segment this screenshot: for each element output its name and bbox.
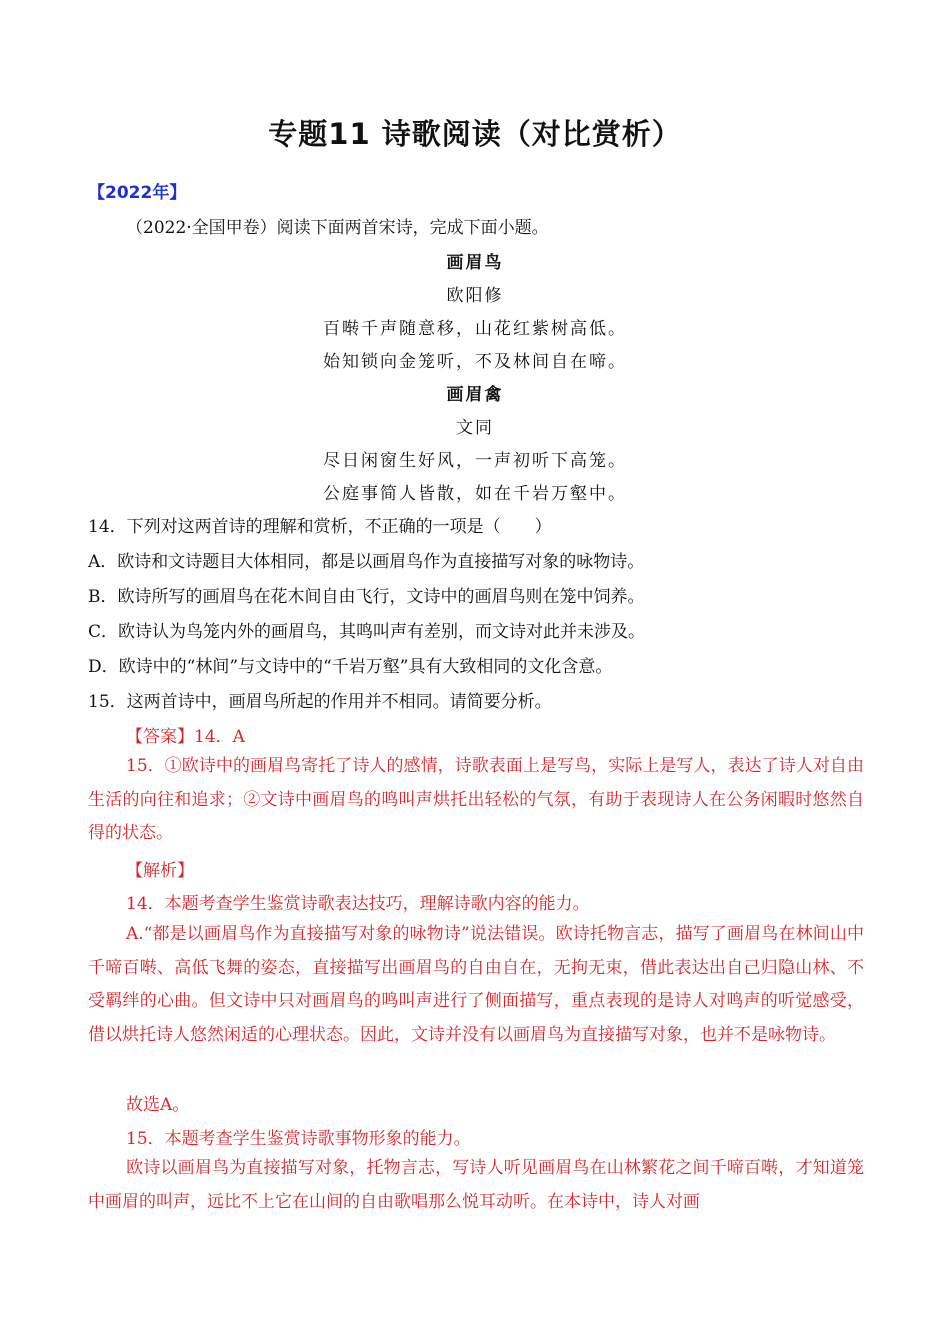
analysis-14-text: A.“都是以画眉鸟作为直接描写对象的咏物诗”说法错误。欧诗托物言志，描写了画眉鸟在林间山中千啼百啭、高低飞舞的姿态，直接描写出画眉鸟的自由自在，无拘无束，借此表达出自己归隐山林、不受羁绊的心曲。但文诗中只对画眉鸟的鸣叫声进行了侧面描写，重点表现的是诗人对鸣声的听觉感受，借以烘托诗人悠然闲适的心理状态。因此，文诗并没有以画眉鸟为直接描写对象，也并不是咏物诗。 bbox=[88, 924, 864, 1045]
analysis-14-intro: 14．本题考查学生鉴赏诗歌表达技巧，理解诗歌内容的能力。 bbox=[126, 894, 590, 914]
option-c: C．欧诗认为鸟笼内外的画眉鸟，其鸣叫声有差别，而文诗对此并未涉及。 bbox=[88, 622, 646, 642]
poem2-line2: 公庭事简人皆散，如在千岩万壑中。 bbox=[323, 484, 627, 504]
answer-15-text: 15．①欧诗中的画眉鸟寄托了诗人的感情，诗歌表面上是写鸟，实际上是写人，表达了诗人对自由生活的向往和追求；②文诗中画眉鸟的鸣叫声烘托出轻松的气氛，有助于表现诗人在公务闲暇时悠然自得的状态。 bbox=[88, 756, 864, 843]
analysis-15-body bbox=[88, 1152, 864, 1219]
page-title: 专题11 诗歌阅读（对比赏析） bbox=[268, 117, 682, 151]
poem1-author: 欧阳修 bbox=[446, 286, 504, 306]
intro-text: （2022·全国甲卷）阅读下面两首宋诗，完成下面小题。 bbox=[126, 218, 549, 238]
analysis-label: 【解析】 bbox=[126, 861, 194, 881]
question-14: 14．下列对这两首诗的理解和赏析，不正确的一项是（ ） bbox=[88, 517, 552, 537]
analysis-14-body bbox=[88, 918, 864, 1052]
poem1-line1: 百啭千声随意移，山花红紫树高低。 bbox=[323, 319, 627, 339]
option-b: B．欧诗所写的画眉鸟在花木间自由飞行，文诗中的画眉鸟则在笼中饲养。 bbox=[88, 587, 645, 607]
answer-15 bbox=[88, 750, 864, 851]
analysis-15-intro: 15．本题考查学生鉴赏诗歌事物形象的能力。 bbox=[126, 1129, 471, 1149]
poem2-author: 文同 bbox=[456, 418, 494, 438]
option-d: D．欧诗中的“林间”与文诗中的“千岩万壑”具有大致相同的文化含意。 bbox=[88, 657, 613, 677]
answer-label: 【答案】14．A bbox=[126, 727, 245, 747]
poem2-title: 画眉禽 bbox=[446, 385, 504, 405]
analysis-15-text: 欧诗以画眉鸟为直接描写对象，托物言志，写诗人听见画眉鸟在山林繁花之间千啼百啭，才知道笼中画眉的叫声，远比不上它在山间的自由歌唱那么悦耳动听。在本诗中，诗人对画 bbox=[88, 1158, 864, 1212]
question-15: 15．这两首诗中，画眉鸟所起的作用并不相同。请简要分析。 bbox=[88, 692, 552, 712]
choose-answer: 故选A。 bbox=[126, 1095, 190, 1115]
option-a: A．欧诗和文诗题目大体相同，都是以画眉鸟作为直接描写对象的咏物诗。 bbox=[88, 552, 645, 572]
poem2-line1: 尽日闲窗生好风，一声初听下高笼。 bbox=[323, 451, 627, 471]
year-tag: 【2022年】 bbox=[88, 183, 187, 203]
poem1-title: 画眉鸟 bbox=[446, 253, 504, 273]
poem1-line2: 始知锁向金笼听，不及林间自在啼。 bbox=[323, 352, 627, 372]
